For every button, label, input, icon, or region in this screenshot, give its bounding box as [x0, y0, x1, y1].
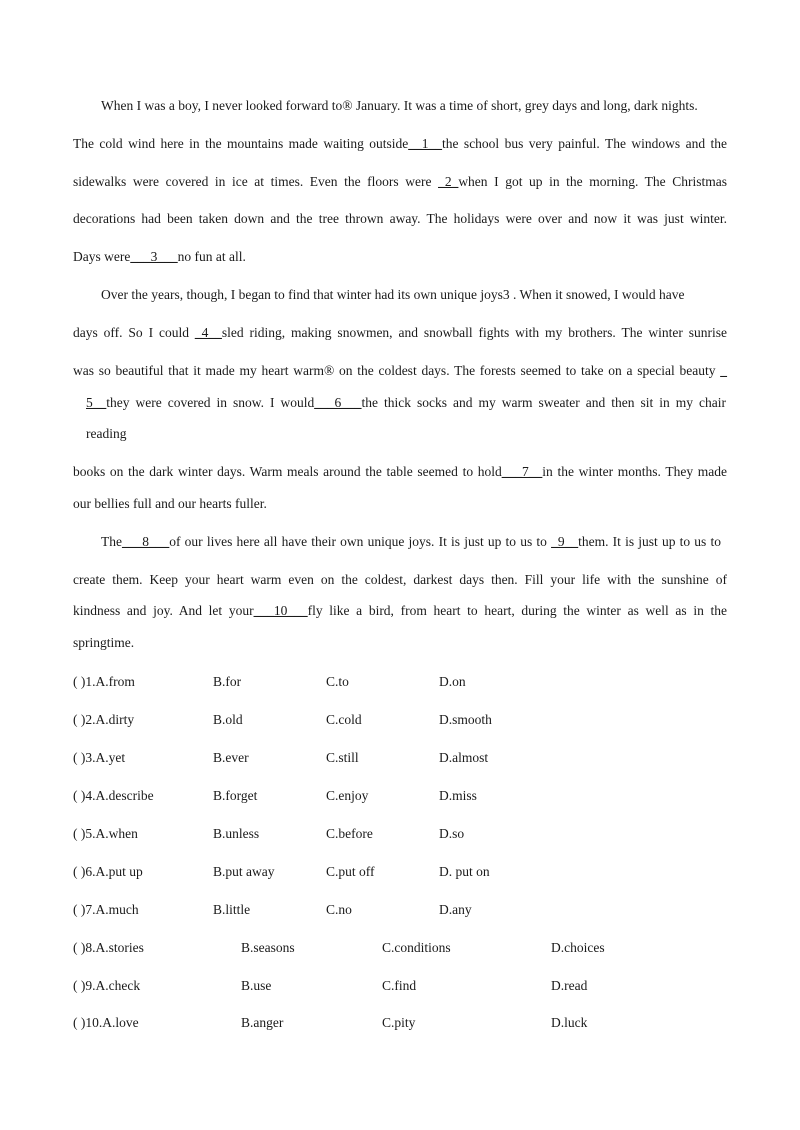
question-stem[interactable]: ( )6.A.put up: [73, 864, 143, 879]
question-stem[interactable]: ( )1.A.from: [73, 674, 135, 689]
option-b: B.forget: [213, 788, 258, 803]
option-b: B.anger: [241, 1015, 284, 1030]
passage-line-13: [101, 534, 721, 550]
blank-segment: 5__: [86, 395, 107, 410]
question-stem[interactable]: ( )2.A.dirty: [73, 712, 135, 727]
option-b: B.little: [213, 902, 251, 917]
question-stem[interactable]: ( )7.A.much: [73, 902, 139, 917]
option-c: C.still: [326, 750, 359, 765]
blank-segment: ___3___: [130, 249, 178, 264]
text-segment: our bellies full and our hearts fuller.: [73, 496, 267, 511]
text-segment: When I was a boy, I never looked forward to® January. It was a time of short, grey days and long, dark nights.: [101, 98, 698, 113]
question-stem[interactable]: ( )3.A.yet: [73, 750, 126, 765]
option-c: C.conditions: [382, 940, 451, 955]
text-segment: fly like a bird, from heart to heart, during the winter as well as in the: [307, 603, 727, 618]
text-segment: was so beautiful that it made my heart warm® on the coldest days. The forests seemed to take on a special beauty: [73, 363, 721, 378]
text-segment: sidewalks were covered in ice at times. Even the floors were: [73, 174, 439, 189]
text-segment: sled riding, making snowmen, and snowball fights with my brothers. The winter sunrise: [221, 325, 727, 340]
option-c: C.no: [326, 902, 352, 917]
option-d: D.on: [439, 674, 466, 689]
blank-segment: __1__: [408, 136, 443, 151]
passage-line-14: [73, 572, 727, 588]
text-segment: The cold wind here in the mountains made waiting outside: [73, 136, 409, 151]
option-c: C.put off: [326, 864, 375, 879]
question-stem[interactable]: ( )4.A.describe: [73, 788, 154, 803]
option-d: D. put on: [439, 864, 490, 879]
option-b: B.old: [213, 712, 243, 727]
option-d: D.read: [551, 978, 588, 993]
passage-line-4: [73, 211, 727, 227]
option-d: D.smooth: [439, 712, 492, 727]
option-d: D.almost: [439, 750, 489, 765]
text-segment: create them. Keep your heart warm even on the coldest, darkest days then. Fill your life with the sunshine of: [73, 572, 727, 587]
option-b: B.unless: [213, 826, 260, 841]
passage-line-9: [86, 395, 726, 411]
question-stem[interactable]: ( )9.A.check: [73, 978, 141, 993]
option-c: C.to: [326, 674, 349, 689]
blank-segment: ___10___: [253, 603, 308, 618]
blank-segment: ___7__: [501, 464, 543, 479]
passage-line-7: [73, 325, 727, 341]
blank-segment: _9__: [551, 534, 579, 549]
passage-line-1: [101, 98, 698, 114]
text-segment: the school bus very painful. The windows and the: [442, 136, 727, 151]
blank-segment: ___6___: [314, 395, 362, 410]
passage-line-8: [73, 363, 727, 379]
blank-segment: _4__: [194, 325, 222, 340]
option-b: B.seasons: [241, 940, 295, 955]
text-segment: decorations had been taken down and the tree thrown away. The holidays were over and now it was just winter.: [73, 211, 727, 226]
text-segment: Days were: [73, 249, 131, 264]
passage-line-15: [73, 603, 727, 619]
passage-line-12: [73, 496, 267, 512]
blank-segment: ___8___: [122, 534, 170, 549]
text-segment: reading: [86, 426, 127, 441]
text-segment: books on the dark winter days. Warm meals around the table seemed to hold: [73, 464, 502, 479]
passage-line-5: [73, 249, 246, 265]
text-segment: springtime.: [73, 635, 135, 650]
question-stem[interactable]: ( )8.A.stories: [73, 940, 144, 955]
text-segment: no fun at all.: [177, 249, 246, 264]
passage-line-10: [86, 426, 126, 442]
passage-line-6: [101, 287, 685, 303]
text-segment: kindness and joy. And let your: [73, 603, 254, 618]
question-stem[interactable]: ( )10.A.love: [73, 1015, 139, 1030]
question-stem[interactable]: ( )5.A.when: [73, 826, 138, 841]
option-b: B.for: [213, 674, 242, 689]
option-d: D.choices: [551, 940, 605, 955]
passage-line-2: [73, 136, 727, 152]
option-d: D.miss: [439, 788, 477, 803]
text-segment: The: [101, 534, 122, 549]
option-b: B.put away: [213, 864, 275, 879]
blank-segment: _: [720, 363, 727, 378]
option-b: B.ever: [213, 750, 249, 765]
option-d: D.luck: [551, 1015, 588, 1030]
text-segment: of our lives here all have their own unique joys. It is just up to us to: [169, 534, 552, 549]
text-segment: the thick socks and my warm sweater and then sit in my chair: [361, 395, 726, 410]
text-segment: when I got up in the morning. The Christmas: [458, 174, 727, 189]
text-segment: they were covered in snow. I would: [106, 395, 315, 410]
option-c: C.pity: [382, 1015, 416, 1030]
option-b: B.use: [241, 978, 272, 993]
text-segment: them. It is just up to us to: [578, 534, 721, 549]
option-c: C.before: [326, 826, 373, 841]
blank-segment: _2_: [438, 174, 459, 189]
option-c: C.enjoy: [326, 788, 369, 803]
passage-line-3: [73, 174, 727, 190]
option-d: D.so: [439, 826, 465, 841]
option-c: C.find: [382, 978, 417, 993]
text-segment: in the winter months. They made: [542, 464, 728, 479]
option-c: C.cold: [326, 712, 362, 727]
option-d: D.any: [439, 902, 472, 917]
text-segment: days off. So I could: [73, 325, 195, 340]
passage-line-11: [73, 464, 727, 480]
passage-line-16: [73, 635, 134, 651]
text-segment: Over the years, though, I began to find that winter had its own unique joys3 . When it snowed, I would have: [101, 287, 685, 302]
